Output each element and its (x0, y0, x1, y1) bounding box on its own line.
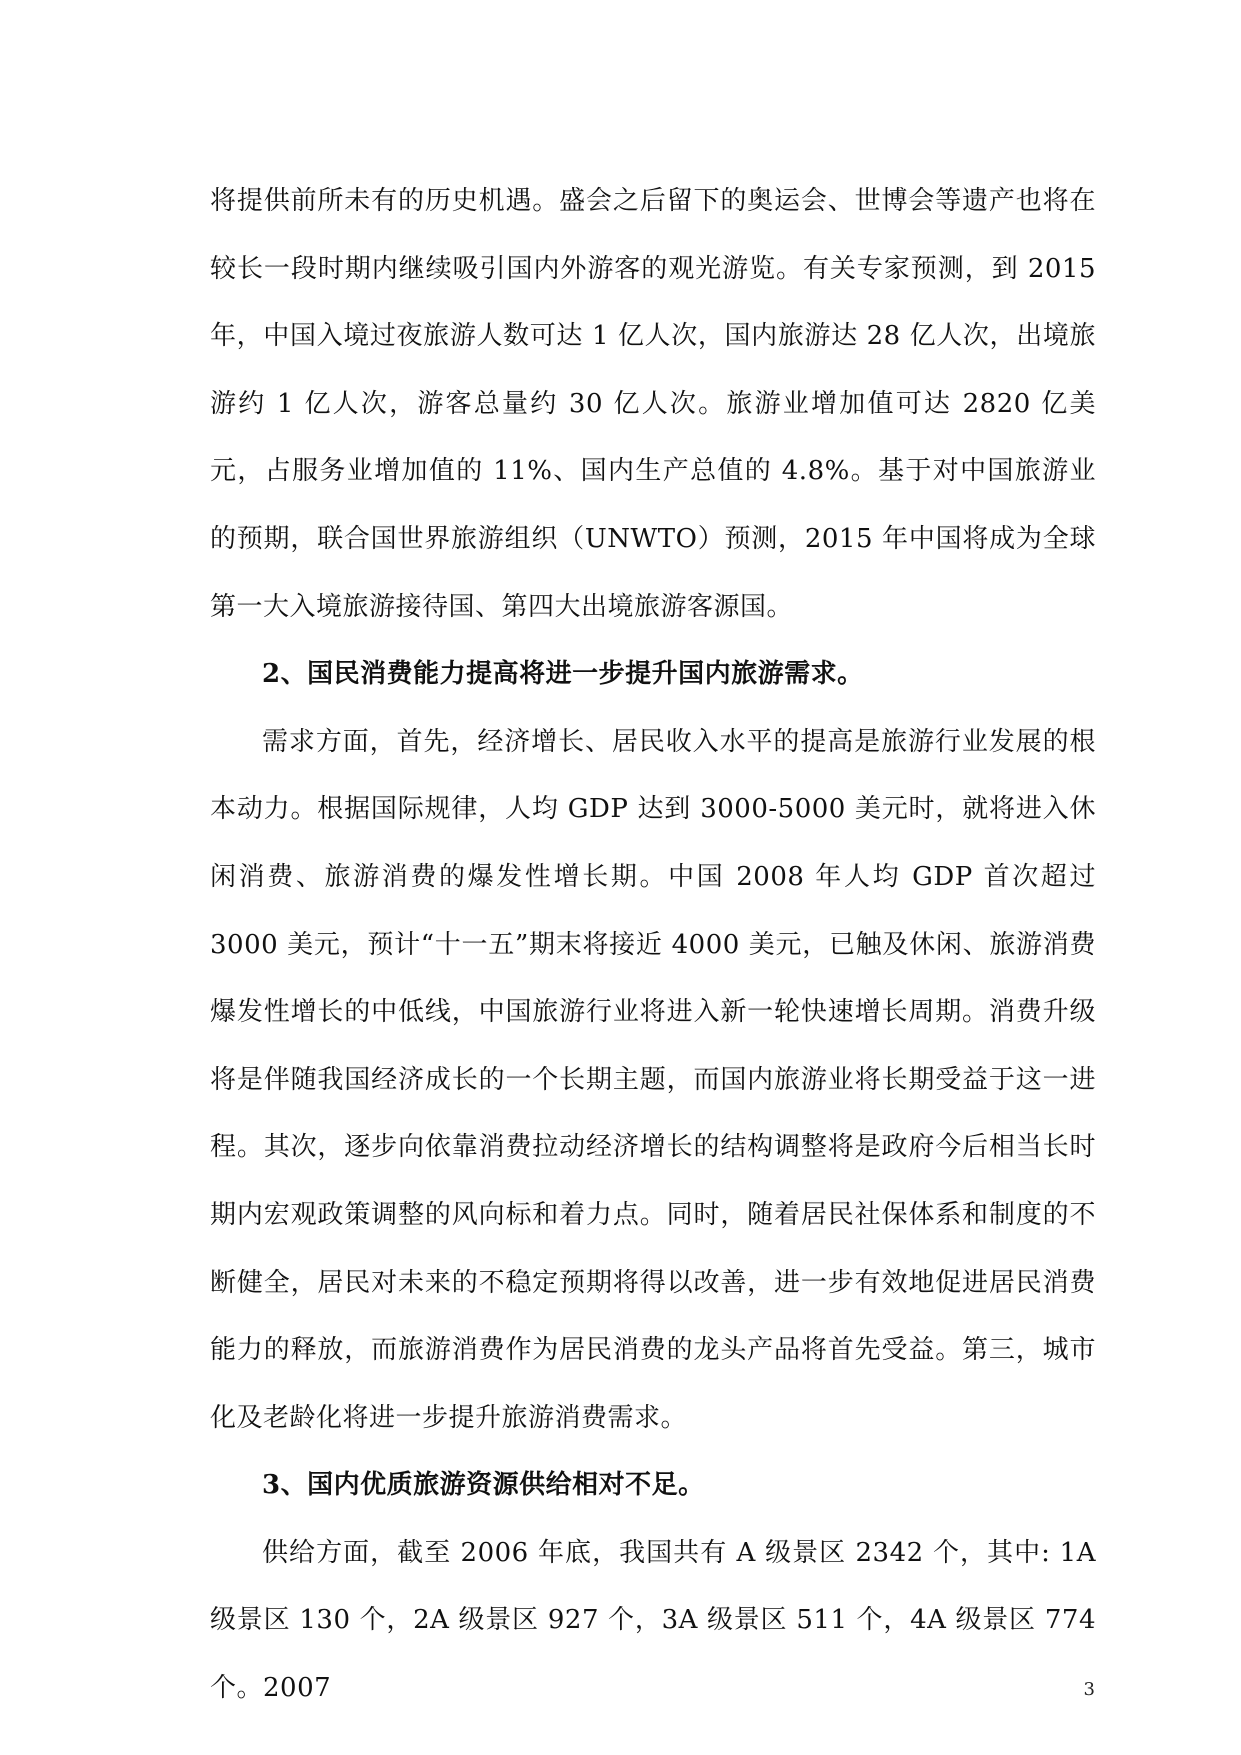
body-text (210, 168, 1096, 1723)
paragraph-supply: 供给方面，截至 2006 年底，我国共有 A 级景区 2342 个，其中: 1A 级景区 130 个，2A 级景区 927 个，3A 级景区 511 个，4A 级景区 774 个。2007 (210, 1537, 1096, 1704)
paragraph-continuation: 将提供前所未有的历史机遇。盛会之后留下的奥运会、世博会等遗产也将在较长一段时期内继续吸引国内外游客的观光游览。有关专家预测，到 2015 年，中国入境过夜旅游人数可达 1 亿人次，国内旅游达 28 亿人次，出境旅游约 1 亿人次，游客总量约 30 亿人次。旅游业增加值可达 2820 亿美元，占服务业增加值的 11%、国内生产总值的 4.8%。基于对中国旅游业的预期，联合国世界旅游组织（UNWTO）预测，2015 年中国将成为全球第一大入境旅游接待国、第四大出境旅游客源国。 (210, 186, 1096, 622)
section-heading-3: 3、国内优质旅游资源供给相对不足。 (262, 1470, 705, 1501)
page-number: 3 (1083, 1679, 1095, 1700)
section-heading-2: 2、国民消费能力提高将进一步提升国内旅游需求。 (262, 659, 864, 690)
paragraph-demand: 需求方面，首先，经济增长、居民收入水平的提高是旅游行业发展的根本动力。根据国际规律，人均 GDP 达到 3000-5000 美元时，就将进入休闲消费、旅游消费的爆发性增长期。中国 2008 年人均 GDP 首次超过 3000 美元，预计“十一五”期末将接近 4000 美元，已触及休闲、旅游消费爆发性增长的中低线，中国旅游行业将进入新一轮快速增长周期。消费升级将是伴随我国经济成长的一个长期主题，而国内旅游业将长期受益于这一进程。其次，逐步向依靠消费拉动经济增长的结构调整将是政府今后相当长时期内宏观政策调整的风向标和着力点。同时，随着居民社保体系和制度的不断健全，居民对未来的不稳定预期将得以改善，进一步有效地促进居民消费能力的释放，而旅游消费作为居民消费的龙头产品将首先受益。第三，城市化及老龄化将进一步提升旅游消费需求。 (210, 726, 1096, 1433)
